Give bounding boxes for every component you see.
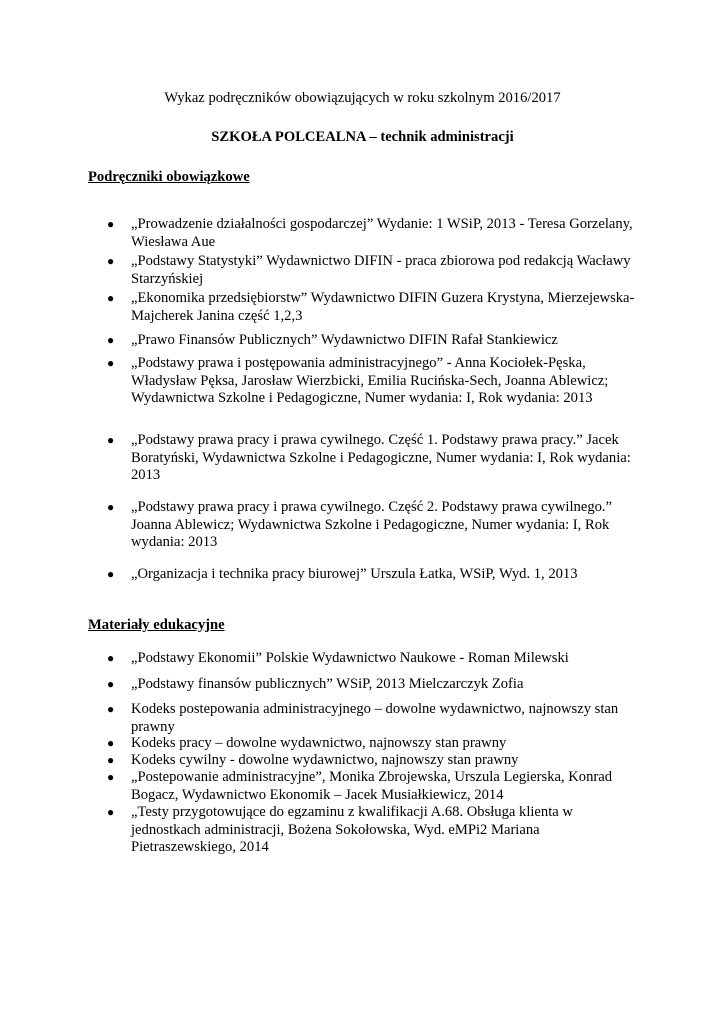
bullet-icon: ● xyxy=(107,805,115,819)
list-item-text: „Podstawy Statystyki” Wydawnictwo DIFIN - praca zbiorowa pod redakcją Wacławy Starzyńskiej xyxy=(131,253,631,287)
bullet-icon: ● xyxy=(107,217,115,231)
list-item xyxy=(107,701,641,736)
bullet-icon: ● xyxy=(107,567,115,581)
list-item-text: „Ekonomika przedsiębiorstw” Wydawnictwo DIFIN Guzera Krystyna, Mierzejewska-Majcherek Janina część 1,2,3 xyxy=(131,290,635,324)
list-item-text: „Prowadzenie działalności gospodarczej” Wydanie: 1 WSiP, 2013 - Teresa Gorzelany, Wiesława Aue xyxy=(131,216,633,250)
list-item xyxy=(107,355,641,408)
list-item-text: „Postepowanie administracyjne”, Monika Zbrojewska, Urszula Legierska, Konrad Bogacz, Wydawnictwo Ekonomik – Jacek Musiałkiewicz, 2014 xyxy=(131,769,613,803)
list-item-text: „Prawo Finansów Publicznych” Wydawnictwo DIFIN Rafał Stankiewicz xyxy=(131,332,558,348)
list-item xyxy=(107,216,641,251)
list-item-text: Kodeks postepowania administracyjnego – dowolne wydawnictwo, najnowszy stan prawny xyxy=(131,701,619,735)
bullet-icon: ● xyxy=(107,500,115,514)
document-title: Wykaz podręczników obowiązujących w roku szkolnym 2016/2017 xyxy=(164,90,561,106)
bullet-icon: ● xyxy=(107,702,115,716)
bullet-icon: ● xyxy=(107,254,115,268)
bullet-icon: ● xyxy=(107,291,115,305)
list-item xyxy=(107,332,641,350)
section-heading-required-textbooks: Podręczniki obowiązkowe xyxy=(88,169,250,185)
list-item xyxy=(107,499,641,552)
list-item xyxy=(107,432,641,485)
bullet-icon: ● xyxy=(107,677,115,691)
bullet-icon: ● xyxy=(107,356,115,370)
list-item-text: „Podstawy prawa pracy i prawa cywilnego. Część 2. Podstawy prawa cywilnego.” Joanna Ablewicz; Wydawnictwa Szkolne i Pedagogiczne, Numer wydania: I, Rok wydania: 2013 xyxy=(131,499,613,551)
list-item-text: Kodeks pracy – dowolne wydawnictwo, najnowszy stan prawny xyxy=(131,735,507,751)
list-item-text: „Podstawy prawa pracy i prawa cywilnego. Część 1. Podstawy prawa pracy.” Jacek Boratyński, Wydawnictwa Szkolne i Pedagogiczne, Numer wydania: I, Rok wydania: 2013 xyxy=(131,432,631,484)
list-item xyxy=(107,650,641,668)
list-item xyxy=(107,676,641,694)
list-item xyxy=(107,290,641,325)
bullet-icon: ● xyxy=(107,753,115,767)
document-subtitle: SZKOŁA POLCEALNA – technik administracji xyxy=(211,129,514,145)
list-item-text: „Podstawy prawa i postępowania administracyjnego” - Anna Kociołek-Pęska, Władysław Pęksa, Jarosław Wierzbicki, Emilia Rucińska-Sech, Joanna Ablewicz; Wydawnictwa Szkolne i Pedagogiczne, Numer wydania: I, Rok wydania: 2013 xyxy=(131,355,609,407)
bullet-icon: ● xyxy=(107,770,115,784)
list-item-text: „Testy przygotowujące do egzaminu z kwalifikacji A.68. Obsługa klienta w jednostkach administracji, Bożena Sokołowska, Wyd. eMPi2 Mariana Pietraszewskiego, 2014 xyxy=(131,804,573,856)
bullet-icon: ● xyxy=(107,736,115,750)
list-item xyxy=(107,566,641,584)
list-item xyxy=(107,752,641,770)
bullet-icon: ● xyxy=(107,433,115,447)
list-item-text: „Podstawy finansów publicznych” WSiP, 2013 Mielczarczyk Zofia xyxy=(131,676,524,692)
list-item-text: „Podstawy Ekonomii” Polskie Wydawnictwo Naukowe - Roman Milewski xyxy=(131,650,569,666)
list-item-text: Kodeks cywilny - dowolne wydawnictwo, najnowszy stan prawny xyxy=(131,752,519,768)
list-item xyxy=(107,735,641,753)
list-item xyxy=(107,804,641,857)
list-item-text: „Organizacja i technika pracy biurowej” Urszula Łatka, WSiP, Wyd. 1, 2013 xyxy=(131,566,578,582)
bullet-icon: ● xyxy=(107,651,115,665)
list-item xyxy=(107,769,641,804)
bullet-icon: ● xyxy=(107,333,115,347)
section-heading-educational-materials: Materiały edukacyjne xyxy=(88,617,225,633)
list-item xyxy=(107,253,641,288)
